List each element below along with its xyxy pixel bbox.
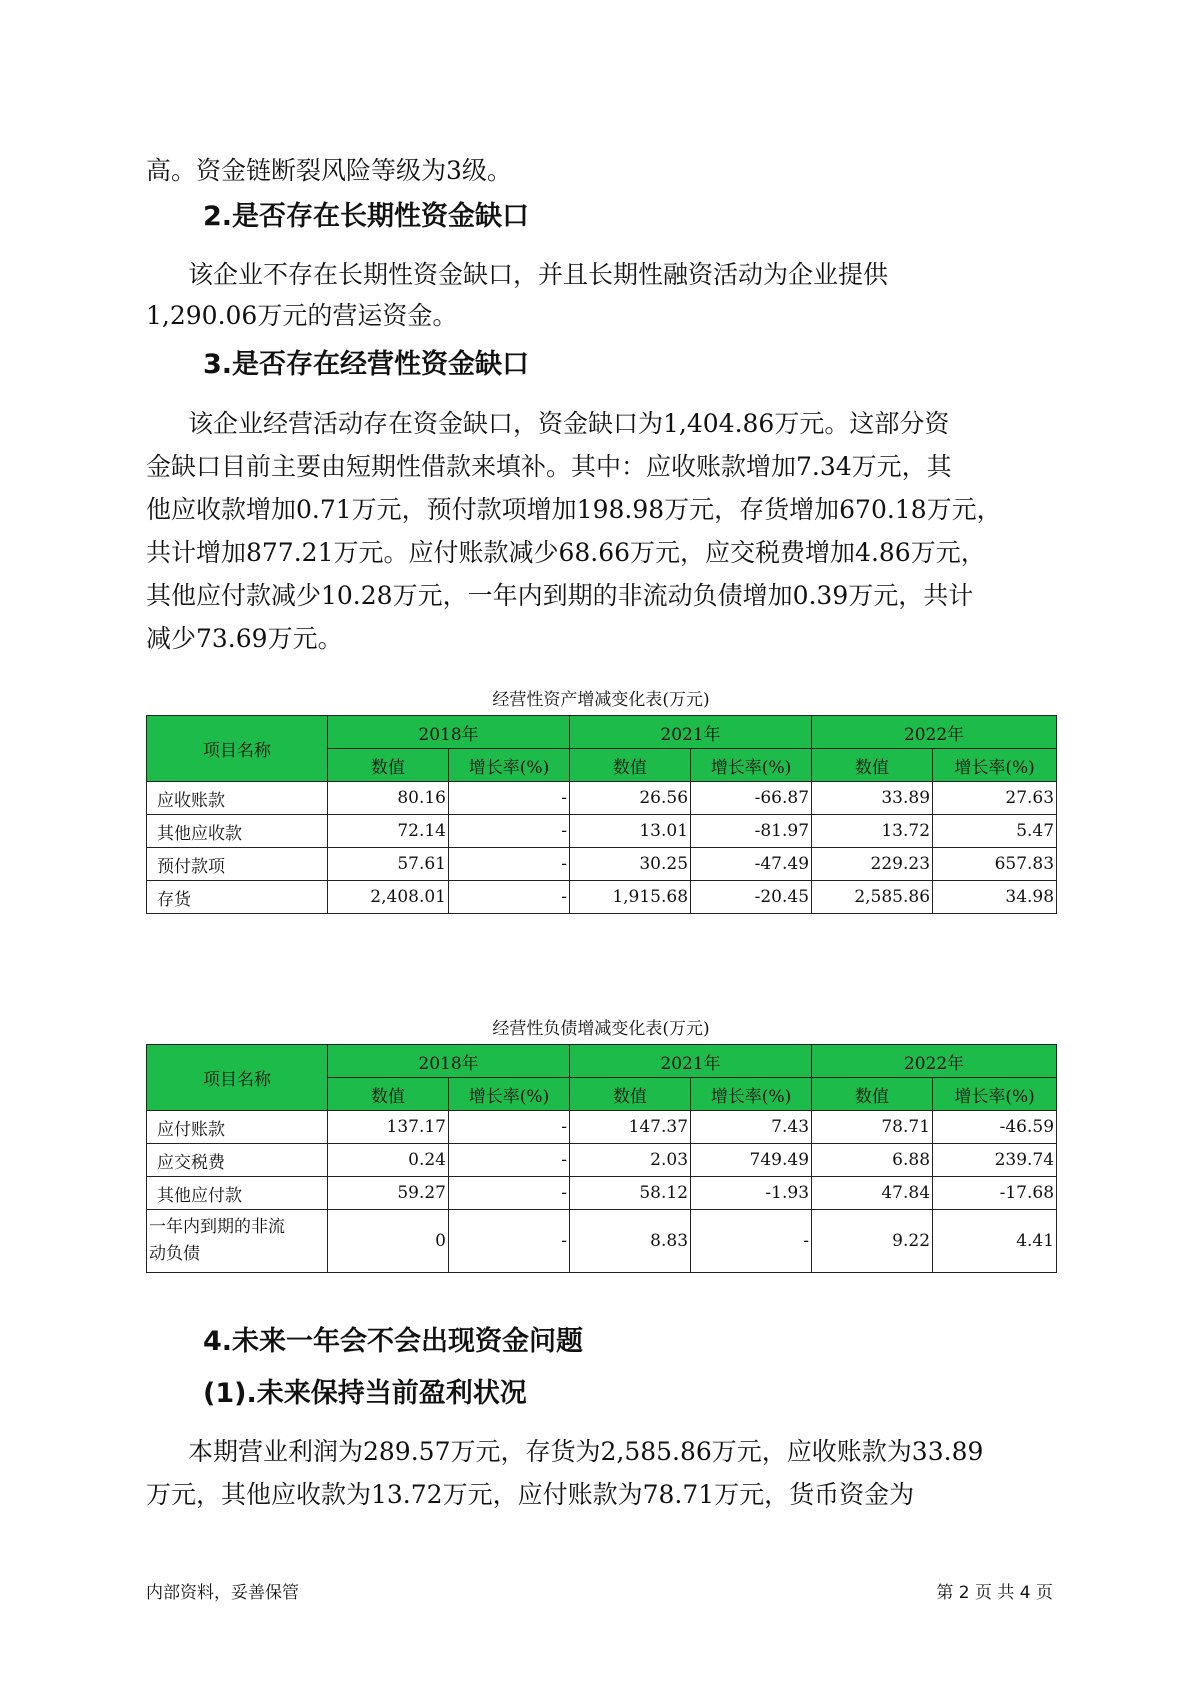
header-item-name: 项目名称 (147, 716, 328, 782)
cell-growth: - (449, 1111, 570, 1144)
cell-value: 2,408.01 (328, 881, 449, 914)
cell-value: 147.37 (570, 1111, 691, 1144)
cell-growth: - (449, 815, 570, 848)
cell-growth: -66.87 (691, 782, 812, 815)
cell-value: 80.16 (328, 782, 449, 815)
cell-growth: -1.93 (691, 1177, 812, 1210)
header-year-2018: 2018年 (328, 1045, 570, 1078)
footer-confidential: 内部资料，妥善保管 (146, 1583, 299, 1603)
cell-value: 0.24 (328, 1144, 449, 1177)
cell-item: 应收账款 (147, 782, 328, 815)
cell-growth: 5.47 (933, 815, 1057, 848)
cell-value: 47.84 (812, 1177, 933, 1210)
paragraph-risk-level: 高。资金链断裂风险等级为3级。 (146, 156, 512, 185)
cell-item: 应交税费 (147, 1144, 328, 1177)
table-row (147, 1111, 1057, 1144)
cell-growth: - (449, 848, 570, 881)
header-growth: 增长率(%) (449, 1078, 570, 1111)
cell-growth: -81.97 (691, 815, 812, 848)
cell-growth: - (449, 1144, 570, 1177)
cell-growth: 27.63 (933, 782, 1057, 815)
table-row (147, 881, 1057, 914)
table-row (147, 848, 1057, 881)
cell-value: 57.61 (328, 848, 449, 881)
cell-growth: 657.83 (933, 848, 1057, 881)
cell-growth: 34.98 (933, 881, 1057, 914)
header-growth: 增长率(%) (691, 1078, 812, 1111)
heading-operating-gap: 3.是否存在经营性资金缺口 (203, 349, 530, 380)
cell-growth: -47.49 (691, 848, 812, 881)
cell-item (147, 1210, 328, 1273)
cell-growth: 239.74 (933, 1144, 1057, 1177)
cell-value: 1,915.68 (570, 881, 691, 914)
cell-growth: 4.41 (933, 1210, 1057, 1273)
paragraph-line: 金缺口目前主要由短期性借款来填补。其中：应收账款增加7.34万元，其 (146, 452, 952, 481)
header-year-2022: 2022年 (812, 1045, 1057, 1078)
cell-value: 0 (328, 1210, 449, 1273)
cell-item-line: 一年内到期的非流 (149, 1217, 285, 1237)
header-year-2021: 2021年 (570, 716, 812, 749)
cell-value: 13.72 (812, 815, 933, 848)
cell-item: 存货 (147, 881, 328, 914)
cell-growth: 7.43 (691, 1111, 812, 1144)
heading-current-profit: (1).未来保持当前盈利状况 (203, 1378, 527, 1409)
table-caption-assets: 经营性资产增减变化表(万元) (492, 690, 710, 710)
header-item-name: 项目名称 (147, 1045, 328, 1111)
cell-value: 33.89 (812, 782, 933, 815)
paragraph-line: 减少73.69万元。 (146, 624, 343, 653)
cell-item: 预付款项 (147, 848, 328, 881)
cell-value: 58.12 (570, 1177, 691, 1210)
header-value: 数值 (328, 749, 449, 782)
cell-item: 其他应收款 (147, 815, 328, 848)
cell-value: 59.27 (328, 1177, 449, 1210)
paragraph-line: 其他应付款减少10.28万元，一年内到期的非流动负债增加0.39万元，共计 (146, 581, 974, 610)
paragraph-line: 万元，其他应收款为13.72万元，应付账款为78.71万元，货币资金为 (146, 1480, 915, 1509)
cell-growth: 749.49 (691, 1144, 812, 1177)
cell-value: 8.83 (570, 1210, 691, 1273)
cell-value: 30.25 (570, 848, 691, 881)
paragraph-line: 1,290.06万元的营运资金。 (146, 301, 458, 330)
cell-value: 6.88 (812, 1144, 933, 1177)
cell-value: 2,585.86 (812, 881, 933, 914)
cell-growth: -46.59 (933, 1111, 1057, 1144)
table-row (147, 782, 1057, 815)
header-value: 数值 (812, 749, 933, 782)
heading-long-term-gap: 2.是否存在长期性资金缺口 (203, 201, 530, 232)
header-growth: 增长率(%) (933, 749, 1057, 782)
header-year-2022: 2022年 (812, 716, 1057, 749)
cell-item-line: 动负债 (149, 1244, 200, 1264)
cell-item: 应付账款 (147, 1111, 328, 1144)
cell-value: 137.17 (328, 1111, 449, 1144)
heading-next-year: 4.未来一年会不会出现资金问题 (203, 1326, 584, 1357)
cell-value: 26.56 (570, 782, 691, 815)
cell-growth: - (691, 1210, 812, 1273)
paragraph-line: 本期营业利润为289.57万元，存货为2,585.86万元，应收账款为33.89 (188, 1437, 984, 1466)
table-header-row (147, 1045, 1057, 1078)
header-growth: 增长率(%) (933, 1078, 1057, 1111)
paragraph-line: 该企业不存在长期性资金缺口，并且长期性融资活动为企业提供 (188, 260, 889, 289)
table-row (147, 1210, 1057, 1273)
cell-value: 72.14 (328, 815, 449, 848)
cell-value: 78.71 (812, 1111, 933, 1144)
cell-growth: -17.68 (933, 1177, 1057, 1210)
table-caption-liabilities: 经营性负债增减变化表(万元) (492, 1019, 710, 1039)
cell-growth: - (449, 1210, 570, 1273)
cell-growth: -20.45 (691, 881, 812, 914)
header-growth: 增长率(%) (691, 749, 812, 782)
paragraph-line: 该企业经营活动存在资金缺口，资金缺口为1,404.86万元。这部分资 (188, 409, 950, 438)
cell-value: 229.23 (812, 848, 933, 881)
paragraph-line: 他应收款增加0.71万元，预付款项增加198.98万元，存货增加670.18万元， (146, 495, 1002, 524)
cell-value: 9.22 (812, 1210, 933, 1273)
cell-growth: - (449, 1177, 570, 1210)
footer-page-number: 第 2 页 共 4 页 (936, 1583, 1053, 1603)
header-value: 数值 (812, 1078, 933, 1111)
table-header-row (147, 716, 1057, 749)
table-row (147, 1144, 1057, 1177)
header-growth: 增长率(%) (449, 749, 570, 782)
header-year-2021: 2021年 (570, 1045, 812, 1078)
cell-growth: - (449, 782, 570, 815)
cell-value: 13.01 (570, 815, 691, 848)
paragraph-line: 共计增加877.21万元。应付账款减少68.66万元，应交税费增加4.86万元， (146, 538, 986, 567)
table-row (147, 815, 1057, 848)
header-value: 数值 (570, 749, 691, 782)
cell-growth: - (449, 881, 570, 914)
table-operating-liabilities (146, 1044, 1057, 1273)
header-year-2018: 2018年 (328, 716, 570, 749)
table-row (147, 1177, 1057, 1210)
table-operating-assets (146, 715, 1057, 914)
header-value: 数值 (570, 1078, 691, 1111)
cell-value: 2.03 (570, 1144, 691, 1177)
header-value: 数值 (328, 1078, 449, 1111)
cell-item: 其他应付款 (147, 1177, 328, 1210)
